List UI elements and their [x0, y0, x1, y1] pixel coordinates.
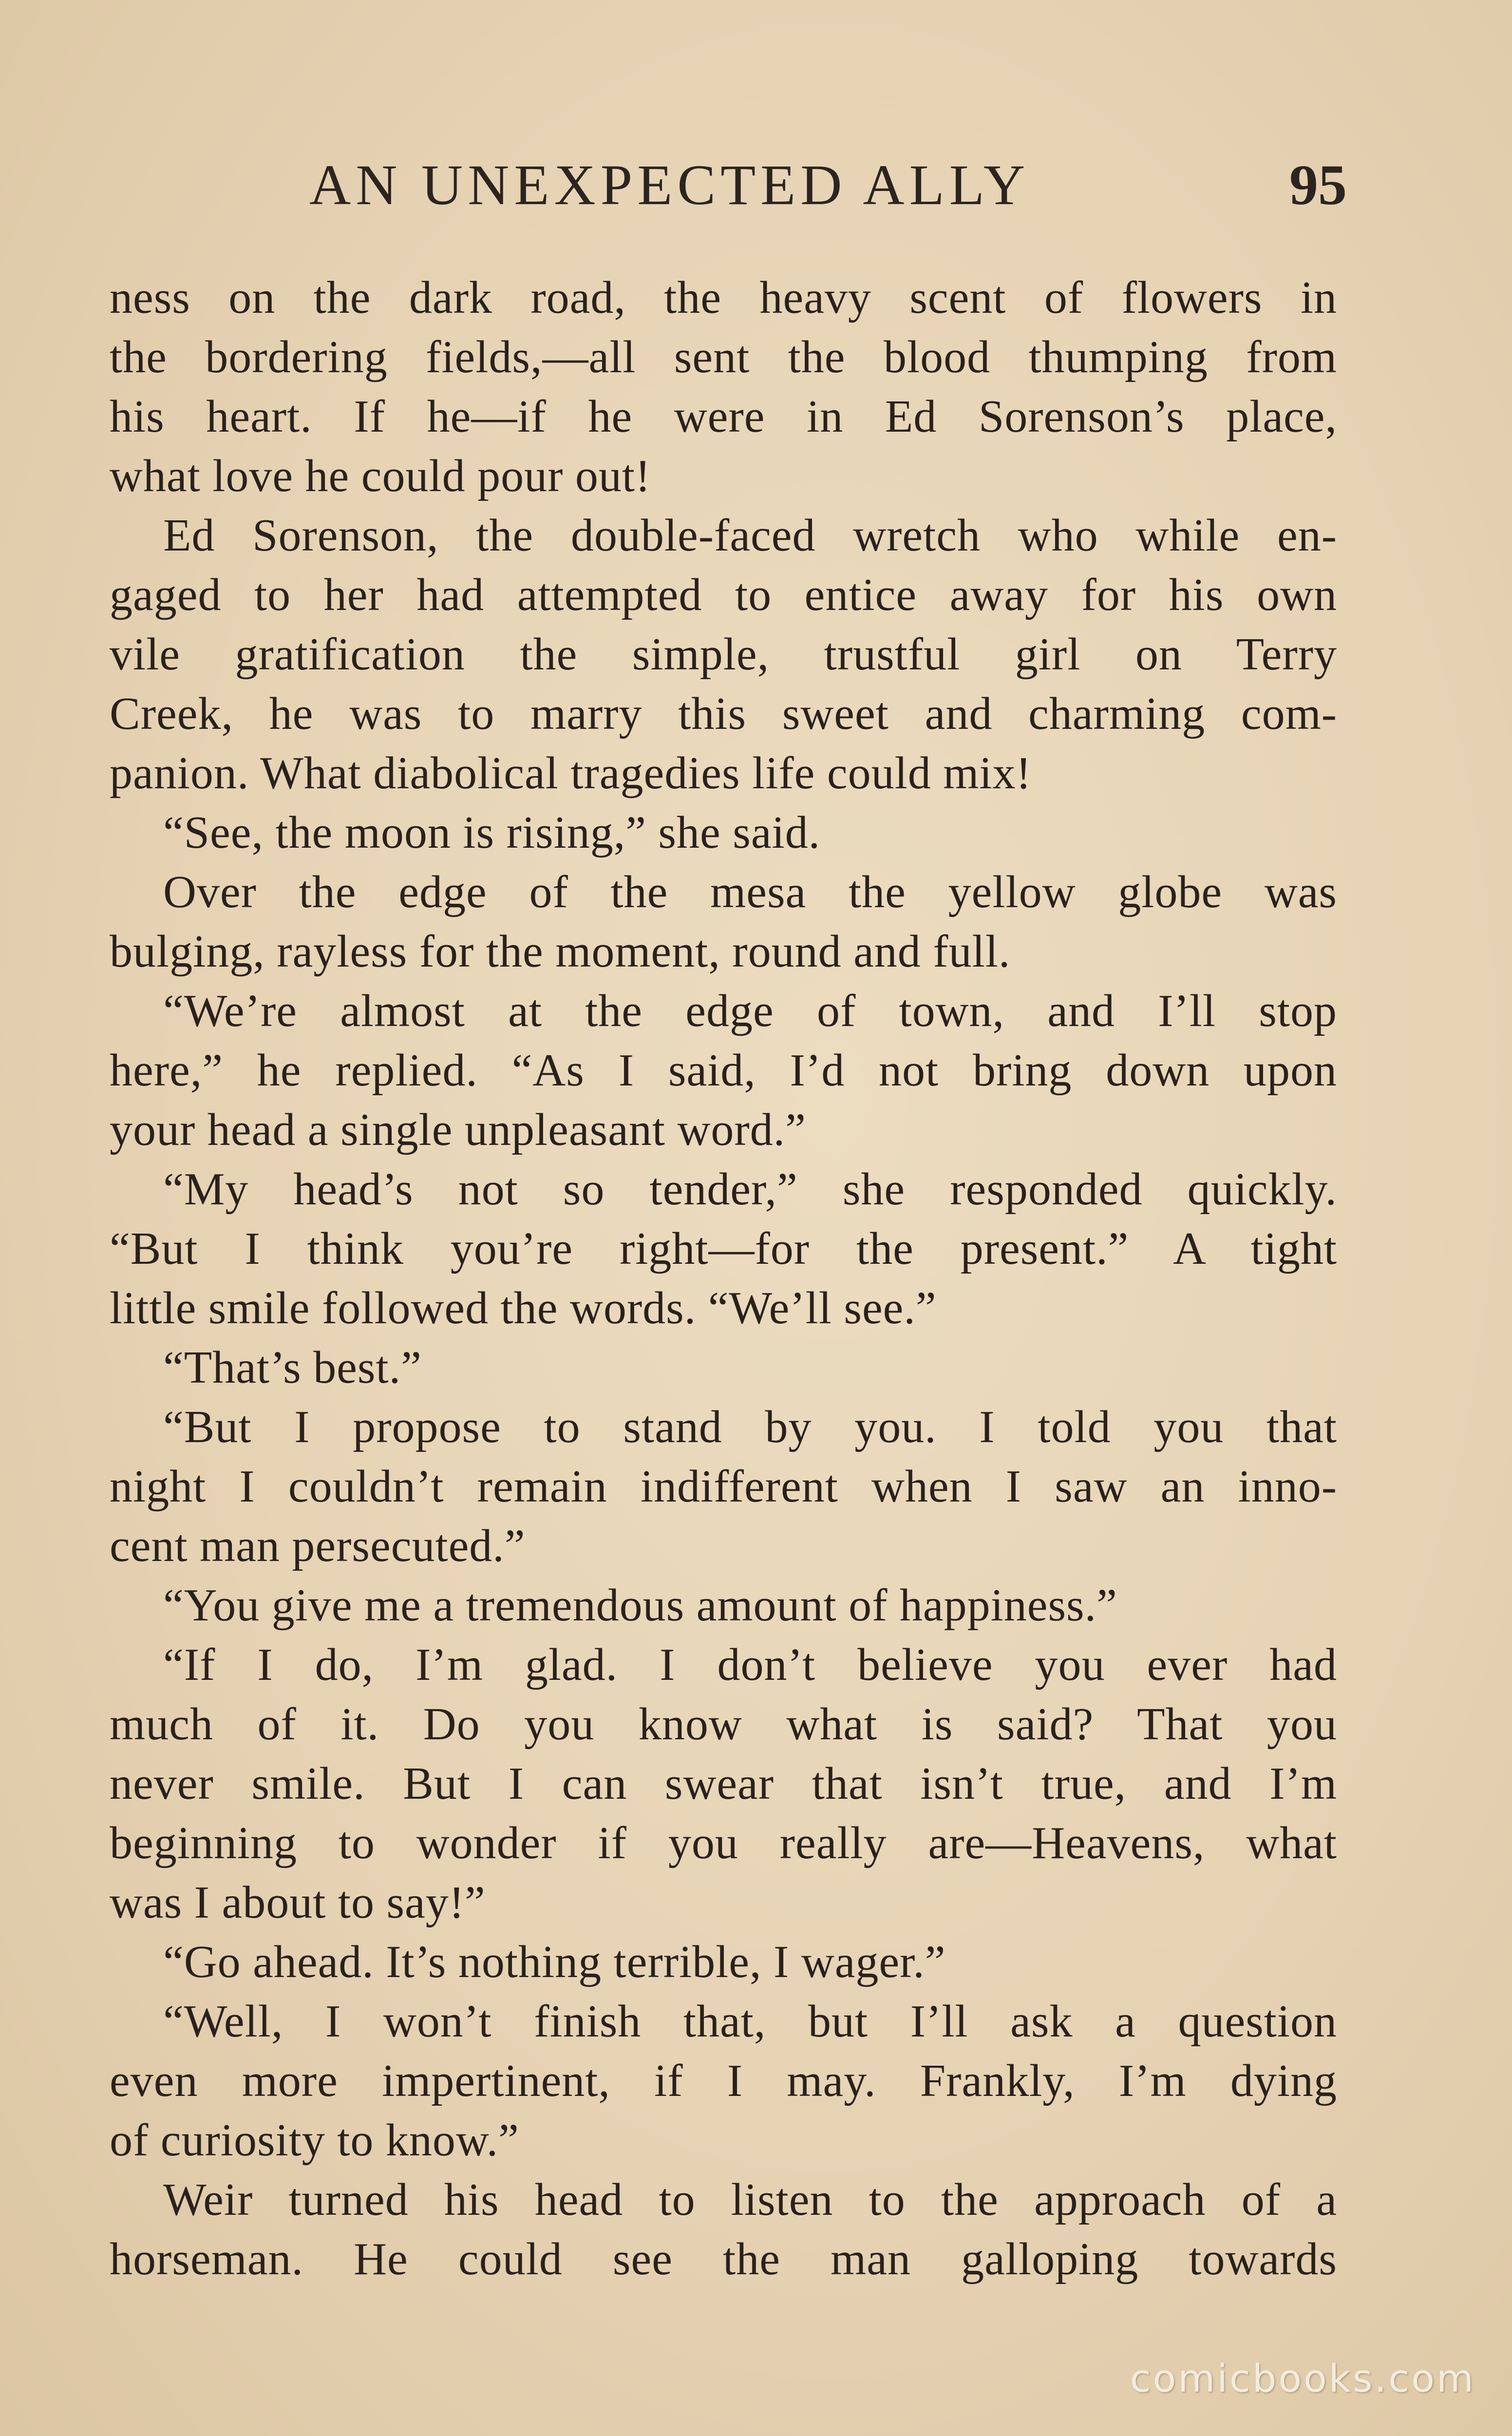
text-line: “Go ahead. It’s nothing terrible, I wager.” — [163, 1937, 946, 1987]
body-text — [110, 268, 1337, 2289]
text-line: beginning to wonder if you really are—Heavens, what — [110, 1818, 1337, 1868]
text-line: “But I propose to stand by you. I told you that — [163, 1402, 1337, 1452]
text-line: ness on the dark road, the heavy scent of flowers in — [110, 272, 1337, 323]
text-line: “If I do, I’m glad. I don’t believe you ever had — [163, 1639, 1337, 1690]
page-header — [114, 146, 1347, 224]
text-line: your head a single unpleasant word.” — [110, 1104, 806, 1155]
text-line: was I about to say!” — [110, 1877, 486, 1928]
text-line: Creek, he was to marry this sweet and charming com- — [110, 688, 1337, 739]
text-line: even more impertinent, if I may. Frankly, I’m dying — [110, 2055, 1337, 2106]
text-line: much of it. Do you know what is said? That you — [110, 1699, 1337, 1750]
text-line: “Well, I won’t finish that, but I’ll ask a question — [163, 1996, 1337, 2047]
text-line: “My head’s not so tender,” she responded quickly. — [163, 1164, 1337, 1215]
text-line: “See, the moon is rising,” she said. — [163, 807, 821, 858]
running-title: AN UNEXPECTED ALLY — [309, 153, 1030, 217]
text-line: little smile followed the words. “We’ll see.” — [110, 1283, 937, 1333]
text-line: of curiosity to know.” — [110, 2115, 519, 2166]
page-number: 95 — [1289, 153, 1347, 217]
text-line: his heart. If he—if he were in Ed Sorenson’s place, — [110, 391, 1337, 442]
text-line: Weir turned his head to listen to the approach of a — [163, 2174, 1337, 2225]
text-line: Over the edge of the mesa the yellow globe was — [163, 867, 1337, 917]
text-line: Ed Sorenson, the double-faced wretch who while en- — [163, 510, 1337, 561]
text-line: the bordering fields,—all sent the blood thumping from — [110, 332, 1337, 382]
text-line: gaged to her had attempted to entice away for his own — [110, 570, 1337, 620]
text-line: panion. What diabolical tragedies life could mix! — [110, 748, 1032, 799]
text-line: what love he could pour out! — [110, 451, 651, 501]
text-line: bulging, rayless for the moment, round and full. — [110, 926, 1011, 977]
text-line: “We’re almost at the edge of town, and I’ll stop — [163, 986, 1337, 1036]
text-line: cent man persecuted.” — [110, 1521, 526, 1571]
text-line: horseman. He could see the man galloping towards — [110, 2234, 1337, 2284]
text-line: here,” he replied. “As I said, I’d not bring down upon — [110, 1045, 1337, 1096]
text-line: never smile. But I can swear that isn’t true, and I’m — [110, 1758, 1337, 1809]
text-line: “You give me a tremendous amount of happiness.” — [163, 1580, 1117, 1631]
text-line: night I couldn’t remain indifferent when I saw an inno- — [110, 1461, 1337, 1512]
text-line: vile gratification the simple, trustful girl on Terry — [110, 629, 1337, 680]
text-line: “But I think you’re right—for the present.” A tight — [110, 1223, 1337, 1274]
text-line: “That’s best.” — [163, 1342, 422, 1393]
watermark: comicbooks.com — [1130, 2357, 1475, 2401]
